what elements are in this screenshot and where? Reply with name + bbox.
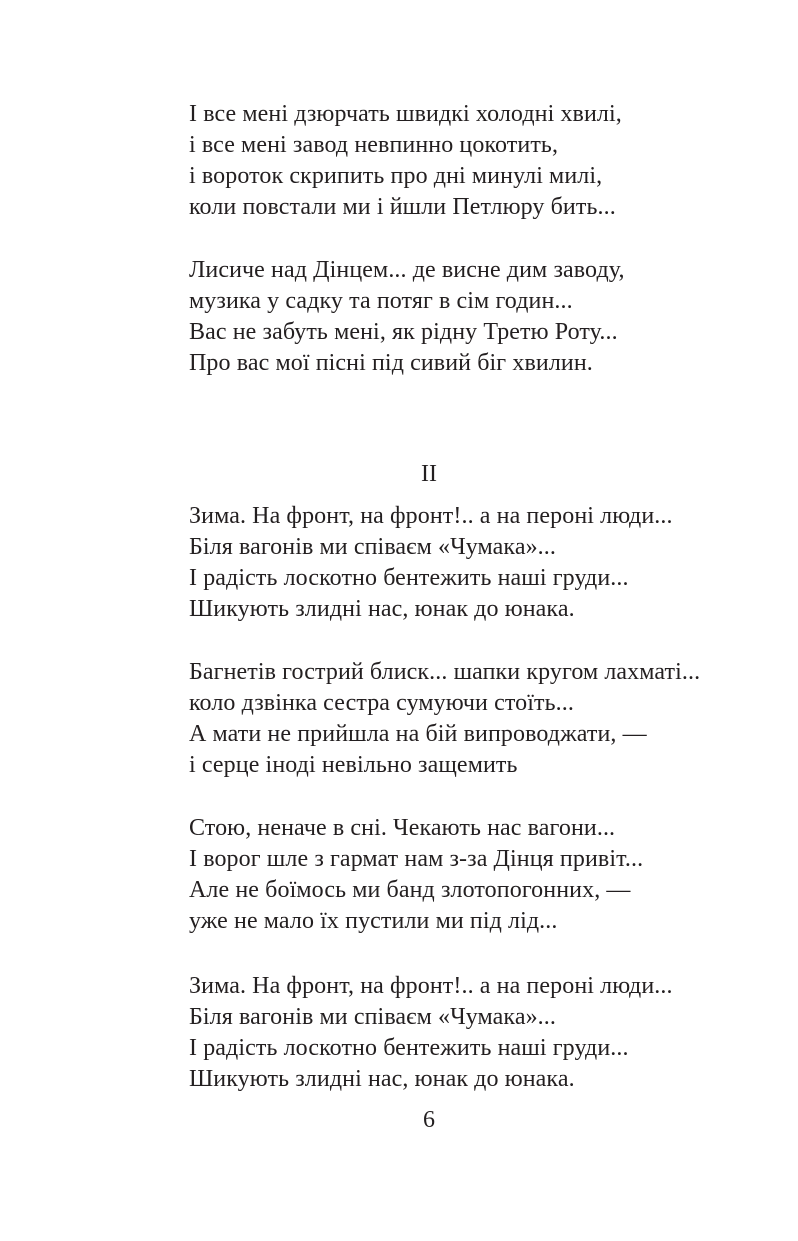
poem-line: Біля вагонів ми співаєм «Чумака»... <box>189 534 556 560</box>
stanza <box>189 657 700 781</box>
poem-line: А мати не прийшла на бій випроводжати, — <box>189 721 647 747</box>
poem-line: музика у садку та потяг в сім годин... <box>189 288 573 314</box>
stanza <box>189 99 622 223</box>
poem-line: Стою, неначе в сні. Чекають нас вагони... <box>189 815 616 841</box>
poem-line: і все мені завод невпинно цокотить, <box>189 132 559 158</box>
stanza <box>189 813 643 937</box>
poem-line: І ворог шле з гармат нам з-за Дінця привіт... <box>189 846 644 872</box>
poem-line: Шикують злидні нас, юнак до юнака. <box>189 1066 575 1092</box>
stanza <box>189 501 673 625</box>
stanza <box>189 971 673 1095</box>
stanza <box>189 255 625 379</box>
poem-line: коло дзвінка сестра сумуючи стоїть... <box>189 690 574 716</box>
page-number: 6 <box>423 1107 435 1133</box>
poem-line: Біля вагонів ми співаєм «Чумака»... <box>189 1004 556 1030</box>
section-heading: II <box>421 461 437 487</box>
poem-line: Про вас мої пісні під сивий біг хвилин. <box>189 350 593 376</box>
poem-line: І все мені дзюрчать швидкі холодні хвилі, <box>189 101 622 127</box>
poem-line: Шикують злидні нас, юнак до юнака. <box>189 596 575 622</box>
poem-line: і серце іноді невільно защемить <box>189 752 518 778</box>
poem-line: І радість лоскотно бентежить наші груди... <box>189 565 629 591</box>
poem-line: Лисиче над Дінцем... де висне дим заводу, <box>189 257 625 283</box>
poem-line: І радість лоскотно бентежить наші груди... <box>189 1035 629 1061</box>
poem-line: уже не мало їх пустили ми під лід... <box>189 908 558 934</box>
poem-line: Зима. На фронт, на фронт!.. а на пероні люди... <box>189 973 673 999</box>
poem-line: коли повстали ми і йшли Петлюру бить... <box>189 194 616 220</box>
poem-line: Зима. На фронт, на фронт!.. а на пероні люди... <box>189 503 673 529</box>
poem-line: і вороток скрипить про дні минулі милі, <box>189 163 603 189</box>
poem-line: Але не боїмось ми банд злотопогонних, — <box>189 877 631 903</box>
poem-line: Вас не забуть мені, як рідну Третю Роту... <box>189 319 618 345</box>
poem-line: Багнетів гострий блиск... шапки кругом лахматі... <box>189 659 701 685</box>
